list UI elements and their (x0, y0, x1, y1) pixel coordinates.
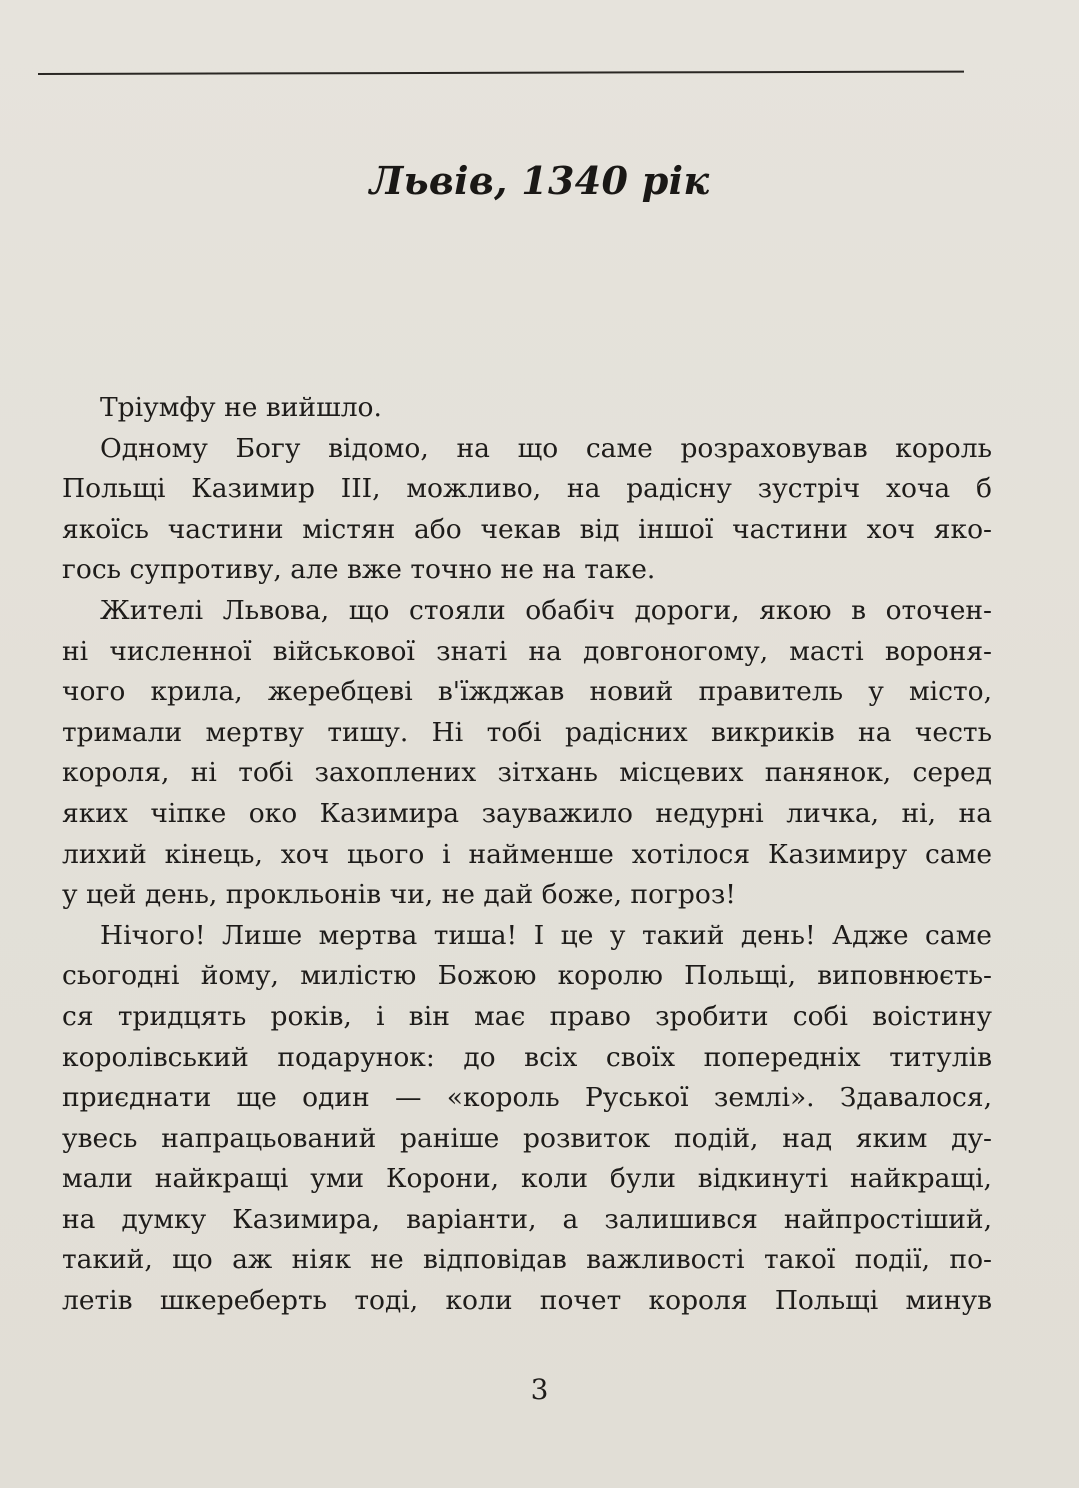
text-line: увесь напрацьований раніше розвиток подій, над яким ду- (62, 1122, 992, 1154)
text-line: Нічого! Лише мертва тиша! І це у такий день! Адже саме (100, 919, 992, 951)
text-line: ні численної військової знаті на довгоногому, масті вороня- (62, 635, 992, 667)
text-line: Тріумфу не вийшло. (100, 392, 382, 423)
page-number: 3 (530, 1373, 549, 1406)
text-line: ся тридцять років, і він має право зробити собі воістину (62, 1000, 992, 1032)
body-text (62, 388, 992, 1322)
text-line: на думку Казимира, варіанти, а залишився найпростіший, (62, 1203, 992, 1235)
text-line: якоїсь частини містян або чекав від іншої частини хоч яко- (62, 513, 992, 545)
chapter-title: Львів, 1340 рік (369, 158, 710, 203)
text-line: тримали мертву тишу. Ні тобі радісних викриків на честь (62, 716, 992, 748)
text-line: короля, ні тобі захоплених зітхань місцевих панянок, серед (62, 757, 992, 789)
text-line: сьогодні йому, милістю Божою королю Польщі, виповнюєть- (62, 960, 992, 992)
text-line: у цей день, прокльонів чи, не дай боже, погроз! (62, 879, 736, 911)
text-line: гось супротиву, але вже точно не на таке. (62, 554, 656, 586)
text-line: Жителі Львова, що стояли обабіч дороги, якою в оточен- (100, 594, 992, 626)
text-line: мали найкращі уми Корони, коли були відкинуті найкращі, (62, 1163, 992, 1195)
header-rule (38, 71, 964, 75)
text-line: лихий кінець, хоч цього і найменше хотілося Казимиру саме (62, 838, 992, 870)
text-line: летів шкереберть тоді, коли почет короля Польщі минув (62, 1285, 992, 1317)
text-line: чого крила, жеребцеві в'їжджав новий правитель у місто, (62, 676, 992, 708)
text-line: Польщі Казимир III, можливо, на радісну зустріч хоча б (62, 473, 992, 505)
text-line: королівський подарунок: до всіх своїх попередніх титулів (62, 1041, 992, 1073)
text-line: такий, що аж ніяк не відповідав важливості такої події, по- (62, 1244, 992, 1276)
text-line: Одному Богу відомо, на що саме розраховував король (100, 432, 992, 464)
text-line: приєднати ще один — «король Руської землі». Здавалося, (62, 1082, 992, 1114)
text-line: яких чіпке око Казимира зауважило недурні личка, ні, на (62, 797, 992, 829)
